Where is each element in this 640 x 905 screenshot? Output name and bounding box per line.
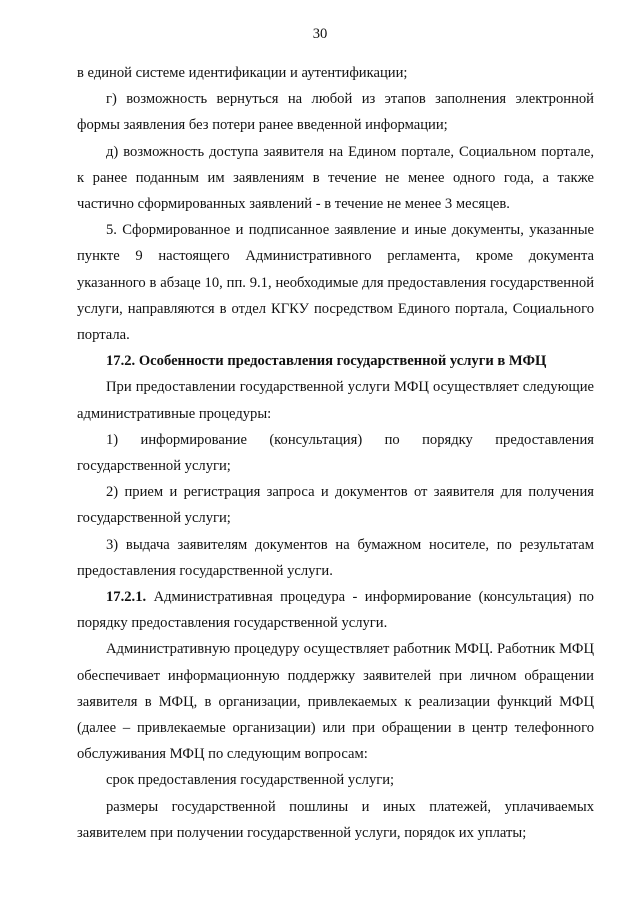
page-number: 30 [312,26,328,42]
page-body [77,60,594,846]
list-item: 3) выдача заявителям документов на бумажном носителе, по результатам предоставления государственной услуги. [77,536,594,579]
paragraph: 5. Сформированное и подписанное заявление и иные документы, указанные пункте 9 настоящего Административного регламента, кроме документа указанного в абзаце 10, пп. 9.1, необходимые для предоставления государственной услуги, направляются в отдел КГКУ посредством Единого портала, Социального портала. [77,222,594,344]
subsection-text: Административная процедура - информирование (консультация) по порядку предоставления государственной услуги. [77,589,594,632]
paragraph: д) возможность доступа заявителя на Едином портале, Социальном портале, к ранее поданным им заявлениям в течение не менее одного года, а также частично сформированных заявлений - в течение не менее 3 месяцев. [77,143,594,213]
paragraph: При предоставлении государственной услуги МФЦ осуществляет следующие административные процедуры: [77,379,594,422]
subsection-paragraph [77,584,594,636]
section-heading: 17.2. Особенности предоставления государственной услуги в МФЦ [106,353,547,370]
subsection-number: 17.2.1. [106,589,147,606]
paragraph: срок предоставления государственной услуги; [106,772,395,789]
paragraph: в единой системе идентификации и аутентификации; [77,65,408,81]
paragraph: г) возможность вернуться на любой из этапов заполнения электронной формы заявления без потери ранее введенной информации; [77,91,594,134]
list-item: 2) прием и регистрация запроса и документов от заявителя для получения государственной услуги; [77,484,594,527]
paragraph: Административную процедуру осуществляет работник МФЦ. Работник МФЦ обеспечивает информационную поддержку заявителей при личном обращении заявителя в МФЦ, в организации, привлекаемых к реализации функций МФЦ (далее – привлекаемые организации) или при обращении в центр телефонного обслуживания МФЦ по следующим вопросам: [77,641,594,763]
paragraph: размеры государственной пошлины и иных платежей, уплачиваемых заявителем при получении государственной услуги, порядок их уплаты; [77,798,594,841]
list-item: 1) информирование (консультация) по порядку предоставления государственной услуги; [77,431,594,475]
